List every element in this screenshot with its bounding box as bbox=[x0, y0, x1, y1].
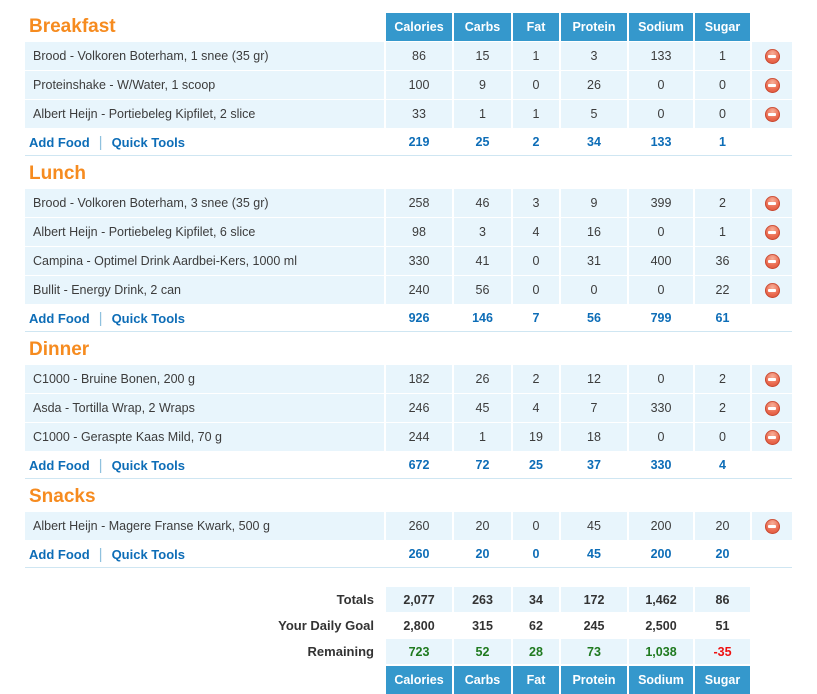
food-entry-sugar: 2 bbox=[695, 394, 750, 422]
food-entry-calories: 33 bbox=[386, 100, 452, 128]
totals-carbs: 263 bbox=[454, 587, 511, 612]
food-entry-fat: 0 bbox=[513, 247, 559, 275]
meal-total-carbs: 146 bbox=[472, 311, 493, 325]
totals-fat: 34 bbox=[513, 587, 559, 612]
your-daily-goal-sugar: 51 bbox=[715, 618, 730, 633]
minus-circle-icon bbox=[768, 260, 776, 263]
meal-total-fat: 7 bbox=[532, 311, 540, 325]
remove-entry-cell bbox=[752, 247, 792, 275]
food-entry-sodium: 200 bbox=[629, 512, 693, 540]
add-food-link[interactable]: Add Food bbox=[29, 546, 90, 562]
food-entry-name: Albert Heijn - Portiebeleg Kipfilet, 2 slice bbox=[25, 100, 384, 128]
meal-title-cell bbox=[25, 13, 384, 41]
meal-title: Breakfast bbox=[29, 16, 116, 37]
your-daily-goal-calories: 2,800 bbox=[403, 618, 435, 633]
food-entry-sodium: 133 bbox=[629, 42, 693, 70]
food-entry-sodium: 0 bbox=[629, 423, 693, 451]
remove-entry-cell bbox=[752, 100, 792, 128]
food-entry-protein: 9 bbox=[561, 189, 627, 217]
food-entry-name: C1000 - Bruine Bonen, 200 g bbox=[25, 365, 384, 393]
food-entry-name: Albert Heijn - Magere Franse Kwark, 500 g bbox=[25, 512, 384, 540]
meal-actions bbox=[25, 129, 384, 155]
remove-entry-button[interactable] bbox=[765, 519, 780, 534]
remove-entry-cell bbox=[752, 189, 792, 217]
meal-section-snacks bbox=[25, 481, 792, 568]
food-entry-calories: 330 bbox=[386, 247, 452, 275]
food-row bbox=[25, 365, 792, 393]
food-entry-sugar: 0 bbox=[695, 100, 750, 128]
remove-entry-button[interactable] bbox=[765, 107, 780, 122]
food-entry-calories: 246 bbox=[386, 394, 452, 422]
food-entry-carbs: 56 bbox=[454, 276, 511, 304]
food-entry-calories: 240 bbox=[386, 276, 452, 304]
food-entry-calories: 258 bbox=[386, 189, 452, 217]
meal-total-sugar: 1 bbox=[719, 135, 726, 149]
minus-circle-icon bbox=[768, 525, 776, 528]
column-header-protein: Protein bbox=[561, 13, 627, 41]
remaining-sugar: -35 bbox=[695, 639, 750, 664]
food-entry-sodium: 399 bbox=[629, 189, 693, 217]
your-daily-goal-sodium: 2,500 bbox=[645, 618, 677, 633]
header-spacer-cell bbox=[752, 13, 792, 41]
remove-entry-cell bbox=[752, 394, 792, 422]
food-entry-sugar: 22 bbox=[695, 276, 750, 304]
quick-tools-link[interactable]: Quick Tools bbox=[111, 457, 185, 473]
minus-circle-icon bbox=[768, 378, 776, 381]
remove-entry-button[interactable] bbox=[765, 225, 780, 240]
food-entry-protein: 18 bbox=[561, 423, 627, 451]
remove-entry-cell bbox=[752, 512, 792, 540]
meal-section-dinner bbox=[25, 334, 792, 479]
minus-circle-icon bbox=[768, 436, 776, 439]
food-entry-sodium: 0 bbox=[629, 71, 693, 99]
food-row bbox=[25, 71, 792, 99]
food-entry-fat: 3 bbox=[513, 189, 559, 217]
remove-entry-button[interactable] bbox=[765, 49, 780, 64]
food-entry-protein: 26 bbox=[561, 71, 627, 99]
remove-entry-button[interactable] bbox=[765, 283, 780, 298]
footer-column-header-calories: Calories bbox=[386, 666, 452, 694]
column-header-carbs: Carbs bbox=[454, 13, 511, 41]
meal-total-protein: 37 bbox=[587, 458, 601, 472]
food-entry-fat: 1 bbox=[513, 100, 559, 128]
meal-actions-spacer bbox=[752, 129, 792, 155]
footer-column-header-fat: Fat bbox=[513, 666, 559, 694]
food-entry-carbs: 20 bbox=[454, 512, 511, 540]
totals-row bbox=[25, 587, 792, 612]
footer-label-spacer bbox=[25, 666, 384, 694]
meal-actions-spacer bbox=[752, 305, 792, 331]
food-entry-calories: 260 bbox=[386, 512, 452, 540]
food-entry-protein: 0 bbox=[561, 276, 627, 304]
remove-entry-button[interactable] bbox=[765, 196, 780, 211]
diary-column-header-row bbox=[25, 13, 792, 41]
food-entry-name: Brood - Volkoren Boterham, 3 snee (35 gr) bbox=[25, 189, 384, 217]
food-entry-sugar: 2 bbox=[695, 189, 750, 217]
food-entry-sodium: 0 bbox=[629, 365, 693, 393]
remove-entry-button[interactable] bbox=[765, 430, 780, 445]
quick-tools-link[interactable]: Quick Tools bbox=[111, 134, 185, 150]
totals-calories: 2,077 bbox=[386, 587, 452, 612]
your-daily-goal-protein: 245 bbox=[583, 618, 605, 633]
meal-total-sodium: 330 bbox=[650, 458, 672, 472]
daily-summary bbox=[25, 587, 792, 694]
remove-entry-cell bbox=[752, 218, 792, 246]
food-entry-fat: 4 bbox=[513, 218, 559, 246]
food-entry-sodium: 0 bbox=[629, 276, 693, 304]
meal-total-protein: 34 bbox=[587, 135, 601, 149]
meal-actions-row bbox=[25, 305, 792, 332]
food-row bbox=[25, 218, 792, 246]
minus-circle-icon bbox=[768, 407, 776, 410]
food-row bbox=[25, 100, 792, 128]
food-entry-sodium: 0 bbox=[629, 100, 693, 128]
column-header-sugar: Sugar bbox=[695, 13, 750, 41]
remaining-fat: 28 bbox=[513, 639, 559, 664]
minus-circle-icon bbox=[768, 55, 776, 58]
remaining-calories: 723 bbox=[386, 639, 452, 664]
add-food-link[interactable]: Add Food bbox=[29, 310, 90, 326]
quick-tools-link[interactable]: Quick Tools bbox=[111, 310, 185, 326]
food-entry-calories: 86 bbox=[386, 42, 452, 70]
meal-total-carbs: 20 bbox=[475, 547, 490, 561]
food-entry-name: Brood - Volkoren Boterham, 1 snee (35 gr) bbox=[25, 42, 384, 70]
food-entry-protein: 7 bbox=[561, 394, 627, 422]
meal-actions bbox=[25, 452, 384, 478]
your-daily-goal-row bbox=[25, 613, 792, 638]
food-entry-sugar: 2 bbox=[695, 365, 750, 393]
meal-total-protein: 45 bbox=[587, 547, 601, 561]
meal-total-calories: 219 bbox=[408, 135, 430, 149]
food-entry-calories: 182 bbox=[386, 365, 452, 393]
food-entry-sodium: 330 bbox=[629, 394, 693, 422]
food-entry-calories: 100 bbox=[386, 71, 452, 99]
remaining-sodium: 1,038 bbox=[629, 639, 693, 664]
meal-actions bbox=[25, 541, 384, 567]
meal-total-sodium: 799 bbox=[650, 311, 672, 325]
meal-total-carbs: 25 bbox=[475, 135, 490, 149]
meal-section-lunch bbox=[25, 158, 792, 332]
food-entry-name: Asda - Tortilla Wrap, 2 Wraps bbox=[25, 394, 384, 422]
food-entry-calories: 244 bbox=[386, 423, 452, 451]
food-entry-fat: 0 bbox=[513, 512, 559, 540]
meal-total-fat: 0 bbox=[532, 547, 540, 561]
food-entry-sodium: 400 bbox=[629, 247, 693, 275]
summary-spacer bbox=[752, 613, 792, 638]
food-entry-carbs: 15 bbox=[454, 42, 511, 70]
your-daily-goal-fat: 62 bbox=[529, 618, 543, 633]
remaining-protein: 73 bbox=[561, 639, 627, 664]
food-entry-fat: 4 bbox=[513, 394, 559, 422]
minus-circle-icon bbox=[768, 231, 776, 234]
summary-spacer bbox=[752, 639, 792, 664]
remove-entry-button[interactable] bbox=[765, 78, 780, 93]
food-entry-fat: 1 bbox=[513, 42, 559, 70]
food-entry-sugar: 20 bbox=[695, 512, 750, 540]
meal-title: Dinner bbox=[29, 339, 90, 360]
meal-total-fat: 25 bbox=[529, 458, 543, 472]
footer-column-header-sugar: Sugar bbox=[695, 666, 750, 694]
food-row bbox=[25, 276, 792, 304]
food-entry-name: Albert Heijn - Portiebeleg Kipfilet, 6 slice bbox=[25, 218, 384, 246]
footer-column-header-sodium: Sodium bbox=[629, 666, 693, 694]
food-entry-sugar: 1 bbox=[695, 42, 750, 70]
food-entry-fat: 19 bbox=[513, 423, 559, 451]
meal-actions-row bbox=[25, 129, 792, 156]
meal-total-calories: 260 bbox=[408, 547, 430, 561]
remove-entry-cell bbox=[752, 365, 792, 393]
food-entry-sugar: 36 bbox=[695, 247, 750, 275]
food-row bbox=[25, 512, 792, 540]
column-header-sodium: Sodium bbox=[629, 13, 693, 41]
column-header-calories: Calories bbox=[386, 13, 452, 41]
meal-total-sodium: 133 bbox=[650, 135, 672, 149]
your-daily-goal-label: Your Daily Goal bbox=[278, 618, 374, 633]
food-entry-name: C1000 - Geraspte Kaas Mild, 70 g bbox=[25, 423, 384, 451]
food-entry-fat: 2 bbox=[513, 365, 559, 393]
footer-spacer-cell bbox=[752, 666, 792, 694]
food-entry-name: Bullit - Energy Drink, 2 can bbox=[25, 276, 384, 304]
food-entry-carbs: 3 bbox=[454, 218, 511, 246]
remaining-label: Remaining bbox=[307, 644, 374, 659]
food-entry-sugar: 1 bbox=[695, 218, 750, 246]
remaining-row bbox=[25, 639, 792, 664]
food-row bbox=[25, 42, 792, 70]
link-divider: | bbox=[98, 133, 103, 151]
food-entry-name: Campina - Optimel Drink Aardbei-Kers, 1000 ml bbox=[25, 247, 384, 275]
meal-actions-spacer bbox=[752, 541, 792, 567]
food-entry-name: Proteinshake - W/Water, 1 scoop bbox=[25, 71, 384, 99]
food-row bbox=[25, 189, 792, 217]
food-entry-protein: 16 bbox=[561, 218, 627, 246]
remove-entry-button[interactable] bbox=[765, 401, 780, 416]
link-divider: | bbox=[98, 545, 103, 563]
minus-circle-icon bbox=[768, 113, 776, 116]
meal-total-protein: 56 bbox=[587, 311, 601, 325]
food-entry-carbs: 46 bbox=[454, 189, 511, 217]
meal-total-sugar: 61 bbox=[715, 311, 730, 325]
totals-sugar: 86 bbox=[695, 587, 750, 612]
remove-entry-cell bbox=[752, 423, 792, 451]
meal-total-calories: 926 bbox=[408, 311, 430, 325]
meal-actions-row bbox=[25, 452, 792, 479]
totals-sodium: 1,462 bbox=[629, 587, 693, 612]
food-entry-sodium: 0 bbox=[629, 218, 693, 246]
food-entry-fat: 0 bbox=[513, 276, 559, 304]
meal-total-sugar: 20 bbox=[715, 547, 730, 561]
column-header-fat: Fat bbox=[513, 13, 559, 41]
meal-actions-row bbox=[25, 541, 792, 568]
totals-label: Totals bbox=[336, 592, 374, 607]
remaining-carbs: 52 bbox=[454, 639, 511, 664]
food-entry-calories: 98 bbox=[386, 218, 452, 246]
food-entry-fat: 0 bbox=[513, 71, 559, 99]
food-entry-protein: 31 bbox=[561, 247, 627, 275]
food-entry-protein: 5 bbox=[561, 100, 627, 128]
add-food-link[interactable]: Add Food bbox=[29, 134, 90, 150]
meal-total-sugar: 4 bbox=[719, 458, 726, 472]
food-entry-carbs: 9 bbox=[454, 71, 511, 99]
food-row bbox=[25, 394, 792, 422]
footer-column-header-row bbox=[25, 666, 792, 694]
remove-entry-cell bbox=[752, 276, 792, 304]
meal-section-breakfast bbox=[25, 13, 792, 156]
summary-spacer bbox=[752, 587, 792, 612]
food-entry-carbs: 26 bbox=[454, 365, 511, 393]
meal-title: Lunch bbox=[29, 163, 86, 184]
food-entry-carbs: 1 bbox=[454, 100, 511, 128]
meal-actions-spacer bbox=[752, 452, 792, 478]
meal-total-sodium: 200 bbox=[650, 547, 672, 561]
remove-entry-button[interactable] bbox=[765, 254, 780, 269]
food-entry-protein: 3 bbox=[561, 42, 627, 70]
link-divider: | bbox=[98, 309, 103, 327]
quick-tools-link[interactable]: Quick Tools bbox=[111, 546, 185, 562]
meal-total-fat: 2 bbox=[532, 135, 540, 149]
remove-entry-cell bbox=[752, 71, 792, 99]
minus-circle-icon bbox=[768, 202, 776, 205]
remove-entry-cell bbox=[752, 42, 792, 70]
food-entry-carbs: 41 bbox=[454, 247, 511, 275]
food-entry-sugar: 0 bbox=[695, 71, 750, 99]
add-food-link[interactable]: Add Food bbox=[29, 457, 90, 473]
food-entry-protein: 12 bbox=[561, 365, 627, 393]
food-row bbox=[25, 423, 792, 451]
food-row bbox=[25, 247, 792, 275]
your-daily-goal-carbs: 315 bbox=[472, 618, 493, 633]
meal-actions bbox=[25, 305, 384, 331]
minus-circle-icon bbox=[768, 84, 776, 87]
footer-column-header-protein: Protein bbox=[561, 666, 627, 694]
totals-protein: 172 bbox=[561, 587, 627, 612]
footer-column-header-carbs: Carbs bbox=[454, 666, 511, 694]
meal-title: Snacks bbox=[29, 486, 96, 507]
food-entry-carbs: 1 bbox=[454, 423, 511, 451]
meal-total-calories: 672 bbox=[408, 458, 430, 472]
link-divider: | bbox=[98, 456, 103, 474]
food-entry-sugar: 0 bbox=[695, 423, 750, 451]
remove-entry-button[interactable] bbox=[765, 372, 780, 387]
minus-circle-icon bbox=[768, 289, 776, 292]
meal-total-carbs: 72 bbox=[475, 458, 490, 472]
food-entry-protein: 45 bbox=[561, 512, 627, 540]
food-entry-carbs: 45 bbox=[454, 394, 511, 422]
